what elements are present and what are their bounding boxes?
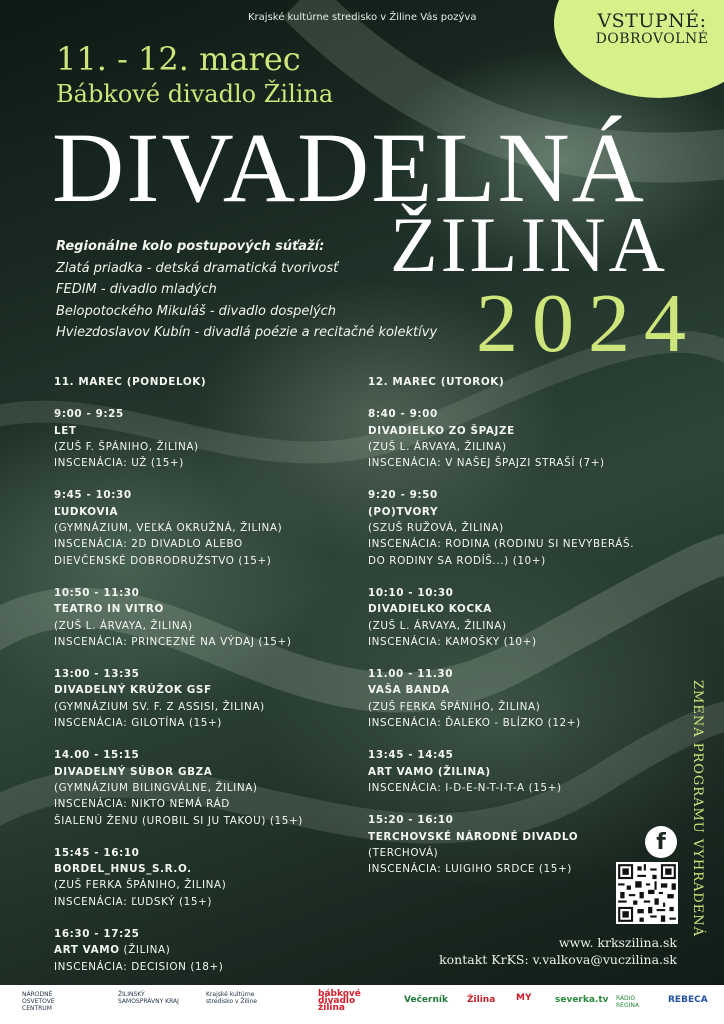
title-line-1: DIVADELNÁ: [52, 112, 646, 223]
event-org: (TERCHOVÁ): [368, 846, 439, 859]
sponsor-name: Žilina: [467, 995, 496, 1005]
day-label: 11. MAREC (PONDELOK): [54, 376, 207, 388]
sponsor-logo: [206, 991, 276, 1005]
event-org: (GYMNÁZIUM, VEĽKÁ OKRUŽNÁ, ŽILINA): [54, 522, 283, 535]
schedule-event: [54, 845, 354, 910]
sponsor-name: ŽILINSKÝ SAMOSPRÁVNY KRAJ: [118, 991, 179, 1005]
title-line-2: ŽILINA: [390, 201, 668, 288]
event-org: (ZUŠ L. ÁRVAYA, ŽILINA): [54, 619, 193, 632]
schedule-event: [368, 666, 638, 731]
event-org: (ŽILINA): [123, 944, 171, 957]
event-name: TEATRO IN VITRO: [54, 603, 164, 616]
event-name: ART VAMO (ŽILINA): [368, 765, 491, 778]
event-name: TERCHOVSKÉ NÁRODNÉ DIVADLO: [368, 830, 579, 843]
event-name: DIVADIELKO KOCKA: [368, 603, 492, 616]
event-play: INSCENÁCIA: PRINCEZNÉ NA VÝDAJ (15+): [54, 635, 292, 648]
schedule-event: [54, 747, 354, 828]
event-org: (ZUŠ F. ŠPÁNIHO, ŽILINA): [54, 440, 199, 453]
event-play: INSCENÁCIA: V NAŠEJ ŠPAJZI STRAŠÍ (7+): [368, 457, 605, 470]
event-org: (SZUŠ RUŽOVÁ, ŽILINA): [368, 522, 504, 535]
event-name: LET: [54, 424, 77, 437]
event-name: ĽUDKOVIA: [54, 505, 119, 518]
organizer-credit: Krajské kultúrne stredisko v Žiline Vás pozýva: [248, 12, 477, 23]
sponsor-name: MY: [516, 993, 532, 1003]
event-org: (GYMNÁZIUM SV. F. Z ASSISI, ŽILINA): [54, 700, 265, 713]
event-play: INSCENÁCIA: UŽ (15+): [54, 457, 184, 470]
event-org: (ZUŠ FERKA ŠPÁNIHO, ŽILINA): [54, 879, 227, 892]
sponsor-logo: [404, 997, 448, 1004]
event-name: ART VAMO: [54, 944, 120, 957]
event-play: INSCENÁCIA: I-D-E-N-T-I-T-A (15+): [368, 781, 562, 794]
event-name: (PO)TVORY: [368, 505, 439, 518]
regional-line: Belopotockého Mikuláš - divadlo dospelých: [56, 303, 337, 319]
event-org: (GYMNÁZIUM BILINGVÁLNE, ŽILINA): [54, 781, 258, 794]
schedule-event: [368, 406, 638, 471]
event-time: 9:45 - 10:30: [54, 489, 132, 502]
schedule-day-2: [368, 374, 638, 893]
qr-code-icon[interactable]: [616, 862, 678, 924]
event-time: 13:45 - 14:45: [368, 749, 454, 762]
event-play: INSCENÁCIA: LUIGIHO SRDCE (15+): [368, 863, 572, 876]
schedule-event: [368, 585, 638, 650]
sponsor-logo: [555, 997, 609, 1004]
schedule-day-1: [54, 374, 354, 991]
event-time: 15:45 - 16:10: [54, 846, 140, 859]
day-label: 12. MAREC (UTOROK): [368, 376, 505, 388]
regional-line: Zlatá priadka - detská dramatická tvorivosť: [56, 260, 339, 276]
regional-line: FEDIM - divadlo mladých: [56, 282, 217, 297]
event-org: (ZUŠ L. ÁRVAYA, ŽILINA): [368, 440, 507, 453]
event-play: INSCENÁCIA: KAMOŠKY (10+): [368, 635, 537, 648]
event-name: DIVADIELKO ZO ŠPAJZE: [368, 424, 515, 437]
sponsor-name: bábkové divadlo žilina: [318, 989, 361, 1013]
regional-heading: Regionálne kolo postupových súťaží:: [56, 239, 325, 254]
sponsor-name: Večerník: [404, 995, 448, 1005]
event-venue: Bábkové divadlo Žilina: [56, 80, 334, 108]
sponsor-logo: [318, 991, 368, 1012]
event-time: 15:20 - 16:10: [368, 814, 454, 827]
event-time: 8:40 - 9:00: [368, 408, 438, 421]
entry-badge-text: [592, 12, 712, 47]
event-time: 11.00 - 11.30: [368, 668, 454, 681]
sponsor-bar: [0, 985, 724, 1024]
schedule-event: [368, 812, 638, 877]
event-play-cont: DIEVČENSKÉ DOBRODRUŽSTVO (15+): [54, 554, 272, 567]
event-time: 10:50 - 11:30: [54, 586, 140, 599]
badge-line-1: VSTUPNÉ:: [597, 10, 707, 32]
event-time: 16:30 - 17:25: [54, 928, 140, 941]
sponsor-logo: [22, 991, 74, 1012]
event-time: 9:00 - 9:25: [54, 408, 124, 421]
contact-email[interactable]: kontakt KrKS: v.valkova@vuczilina.sk: [439, 952, 677, 967]
event-name: BORDEL_HNUS_S.R.O.: [54, 863, 192, 876]
schedule-event: [368, 747, 638, 796]
facebook-icon[interactable]: f: [645, 826, 677, 858]
regional-line: Hviezdoslavov Kubín - divadlá poézie a recitačné kolektívy: [56, 325, 438, 340]
sponsor-logo: [616, 995, 656, 1009]
sponsor-logo: [516, 995, 531, 1002]
event-org: (ZUŠ L. ÁRVAYA, ŽILINA): [368, 619, 507, 632]
event-name: VAŠA BANDA: [368, 684, 450, 697]
event-time: 13:00 - 13:35: [54, 668, 140, 681]
event-play: INSCENÁCIA: ĽUDSKÝ (15+): [54, 895, 213, 908]
event-play-cont: ŠIALENÚ ŽENU (UROBIL SI JU TAKOU) (15+): [54, 814, 303, 827]
sponsor-name: Krajské kultúrne stredisko v Žiline: [206, 991, 258, 1005]
sponsor-logo: [668, 997, 708, 1004]
sponsor-logo: [467, 997, 495, 1004]
contact-info: [439, 934, 677, 968]
schedule-event: [54, 406, 354, 471]
sponsor-name: severka.tv: [555, 995, 609, 1005]
event-play: INSCENÁCIA: NIKTO NEMÁ RÁD: [54, 798, 230, 811]
schedule-event: [368, 487, 638, 568]
event-play: INSCENÁCIA: ĎALEKO - BLÍZKO (12+): [368, 717, 581, 730]
event-name: DIVADELNÝ SÚBOR GBZA: [54, 765, 213, 778]
event-name: DIVADELNÝ KRÚŽOK GSF: [54, 684, 212, 697]
schedule-event: [54, 487, 354, 568]
event-time: 9:20 - 9:50: [368, 489, 438, 502]
event-org: (ZUŠ FERKA ŠPÁNIHO, ŽILINA): [368, 700, 541, 713]
event-play: INSCENÁCIA: 2D DIVADLO ALEBO: [54, 538, 243, 551]
schedule-event: [54, 585, 354, 650]
event-play: INSCENÁCIA: RODINA (RODINU SI NEVYBERÁŠ.: [368, 538, 635, 551]
program-change-note: ZMENA PROGRAMU VYHRADENÁ: [690, 680, 705, 938]
event-date: 11. - 12. marec: [56, 40, 301, 78]
schedule-event: [54, 926, 354, 975]
event-time: 14.00 - 15:15: [54, 749, 140, 762]
contact-web[interactable]: www. krkszilina.sk: [558, 935, 677, 950]
event-play: INSCENÁCIA: DECISION (18+): [54, 960, 224, 973]
badge-line-2: DOBROVOLNÉ: [595, 30, 709, 47]
event-play-cont: DO RODINY SA RODÍŠ...) (10+): [368, 554, 546, 567]
sponsor-name: RÁDIO REGINA: [616, 995, 639, 1009]
title-year: 2024: [476, 277, 700, 370]
schedule-event: [54, 666, 354, 731]
sponsor-logo: [118, 991, 188, 1005]
event-time: 10:10 - 10:30: [368, 586, 454, 599]
sponsor-name: REBECA: [668, 995, 708, 1005]
regional-competitions: [56, 236, 437, 344]
sponsor-name: NÁRODNÉ OSVETOVÉ CENTRUM: [22, 991, 55, 1012]
event-play: INSCENÁCIA: GILOTÍNA (15+): [54, 717, 222, 730]
